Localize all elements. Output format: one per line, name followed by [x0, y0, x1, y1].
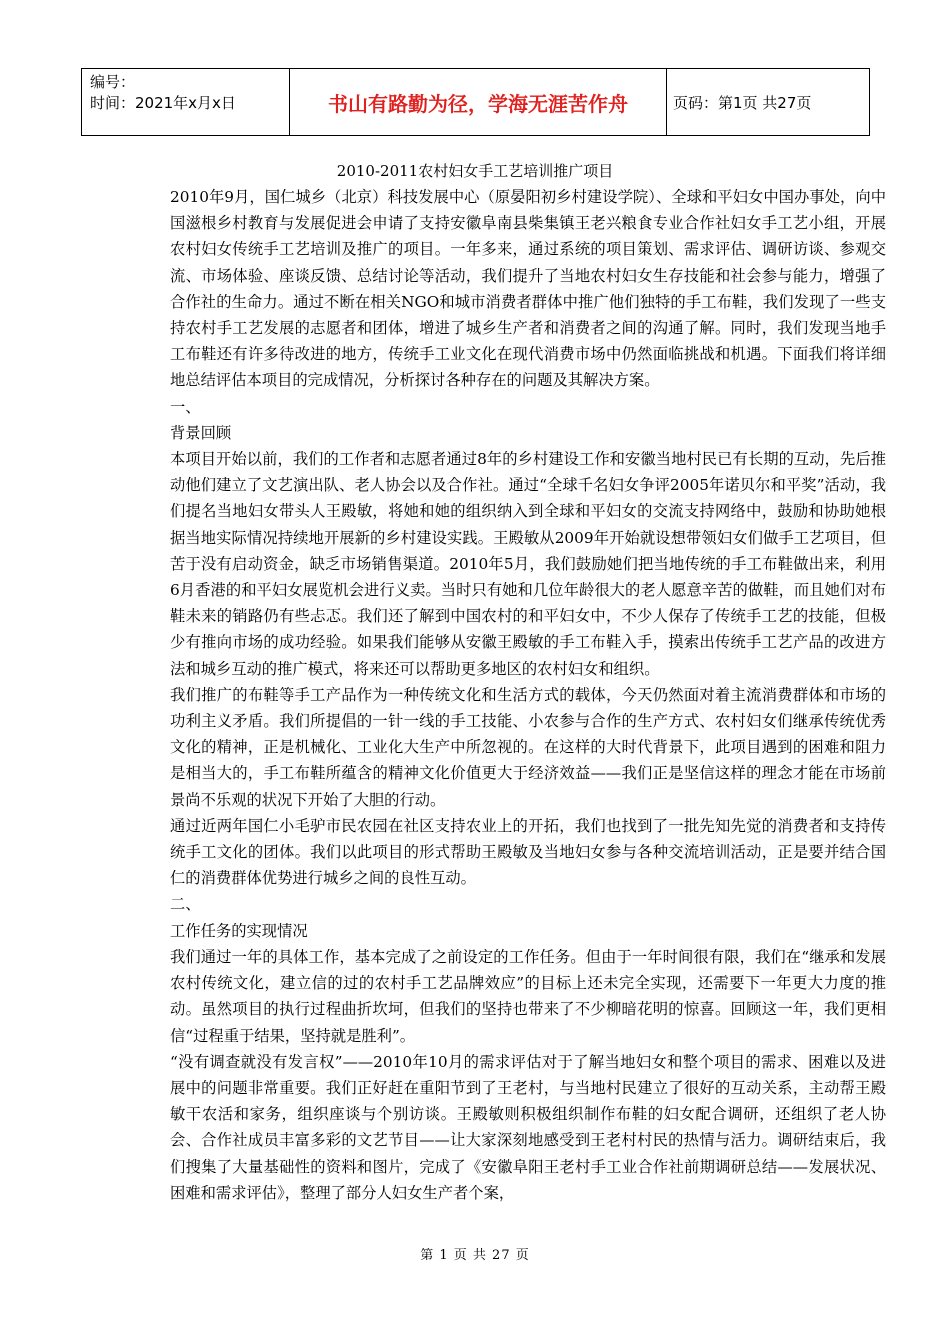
body-paragraph-intro: 2010年9月，国仁城乡（北京）科技发展中心（原晏阳初乡村建设学院）、全球和平妇女中国办事处，向中国滋根乡村教育与发展促进会申请了支持安徽阜南县柴集镇王老兴粮食专业合作社妇女手工艺小组，开展农村妇女传统手工艺培训及推广的项目。一年多来，通过系统的项目策划、需求评估、调研访谈、参观交流、市场体验、座谈反馈、总结讨论等活动，我们提升了当地农村妇女生存技能和社会参与能力，增强了合作社的生命力。通过不断在相关NGO和城市消费者群体中推广他们独特的手工布鞋，我们发现了一些支持农村手工艺发展的志愿者和团体，增进了城乡生产者和消费者之间的沟通了解。同时，我们发现当地手工布鞋还有许多待改进的地方，传统手工业文化在现代消费市场中仍然面临挑战和机遇。下面我们将详细地总结评估本项目的完成情况，分析探讨各种存在的问题及其解决方案。: [170, 188, 886, 390]
document-header: [81, 68, 870, 136]
section-number-2: 二、: [170, 895, 201, 914]
section-number-1: 一、: [170, 397, 201, 416]
body-paragraph-community: 通过近两年国仁小毛驴市民农园在社区支持农业上的开拓，我们也找到了一批先知先觉的消费者和支持传统手工文化的团体。我们以此项目的形式帮助王殿敏及当地妇女参与各种交流培训活动，正是要并结合国仁的消费群体优势进行城乡之间的良性互动。: [170, 816, 886, 888]
header-meta-cell: [82, 69, 290, 136]
body-paragraph-products: 我们推广的布鞋等手工产品作为一种传统文化和生活方式的载体，今天仍然面对着主流消费群体和市场的功利主义矛盾。我们所提倡的一针一线的手工技能、小农参与合作的生产方式、农村妇女们继承传统优秀文化的精神，正是机械化、工业化大生产中所忽视的。在这样的大时代背景下，此项目遇到的困难和阻力是相当大的，手工布鞋所蕴含的精神文化价值更大于经济效益——我们正是坚信这样的理念才能在市场前景尚不乐观的状况下开始了大胆的行动。: [170, 685, 886, 809]
body-paragraph-tasks: 我们通过一年的具体工作，基本完成了之前设定的工作任务。但由于一年时间很有限，我们在“继承和发展农村传统文化，建立信的过的农村手工艺品牌效应”的目标上还未完全实现，还需要下一年更大力度的推动。虽然项目的执行过程曲折坎坷，但我们的坚持也带来了不少柳暗花明的惊喜。回顾这一年，我们更相信“过程重于结果，坚持就是胜利”。: [170, 947, 886, 1045]
document-number-label: 编号：: [90, 73, 136, 91]
document-body: [170, 184, 886, 1206]
document-title: 2010-2011农村妇女手工艺培训推广项目: [336, 162, 614, 180]
header-motto: 书山有路勤为径，学海无涯苦作舟: [290, 69, 667, 136]
body-paragraph-survey: “没有调查就没有发言权”——2010年10月的需求评估对于了解当地妇女和整个项目的需求、困难以及进展中的问题非常重要。我们正好赶在重阳节到了王老村，与当地村民建立了很好的互动关系，主动帮王殿敏干农活和家务，组织座谈与个别访谈。王殿敏则积极组织制作布鞋的妇女配合调研，还组织了老人协会、合作社成员丰富多彩的文艺节目——让大家深刻地感受到王老村村民的热情与活力。调研结束后，我们搜集了大量基础性的资料和图片，完成了《安徽阜阳王老村手工业合作社前期调研总结——发展状况、困难和需求评估》，整理了部分人妇女生产者个案，: [170, 1052, 886, 1202]
page-footer: 第 1 页 共 27 页: [420, 1248, 530, 1263]
section-heading-background: 背景回顾: [170, 423, 232, 442]
document-date: 时间：2021年x月x日: [90, 94, 236, 112]
section-heading-tasks: 工作任务的实现情况: [170, 921, 308, 940]
body-paragraph-background: 本项目开始以前，我们的工作者和志愿者通过8年的乡村建设工作和安徽当地村民已有长期的互动，先后推动他们建立了文艺演出队、老人协会以及合作社。通过“全球千名妇女争评2005年诺贝尔和平奖”活动，我们提名当地妇女带头人王殿敏，将她和她的组织纳入到全球和平妇女的交流支持网络中，鼓励和协助她根据当地实际情况持续地开展新的乡村建设实践。王殿敏从2009年开始就设想带领妇女们做手工艺项目，但苦于没有启动资金，缺乏市场销售渠道。2010年5月，我们鼓励她们把当地传统的手工布鞋做出来，利用6月香港的和平妇女展览机会进行义卖。当时只有她和几位年龄很大的老人愿意辛苦的做鞋，而且她们对布鞋未来的销路仍有些忐忑。我们还了解到中国农村的和平妇女中，不少人保存了传统手工艺的技能，但极少有推向市场的成功经验。如果我们能够从安徽王殿敏的手工布鞋入手，摸索出传统手工艺产品的改进方法和城乡互动的推广模式，将来还可以帮助更多地区的农村妇女和组织。: [170, 450, 886, 678]
header-page-info: 页码：第1页 共27页: [667, 69, 870, 136]
